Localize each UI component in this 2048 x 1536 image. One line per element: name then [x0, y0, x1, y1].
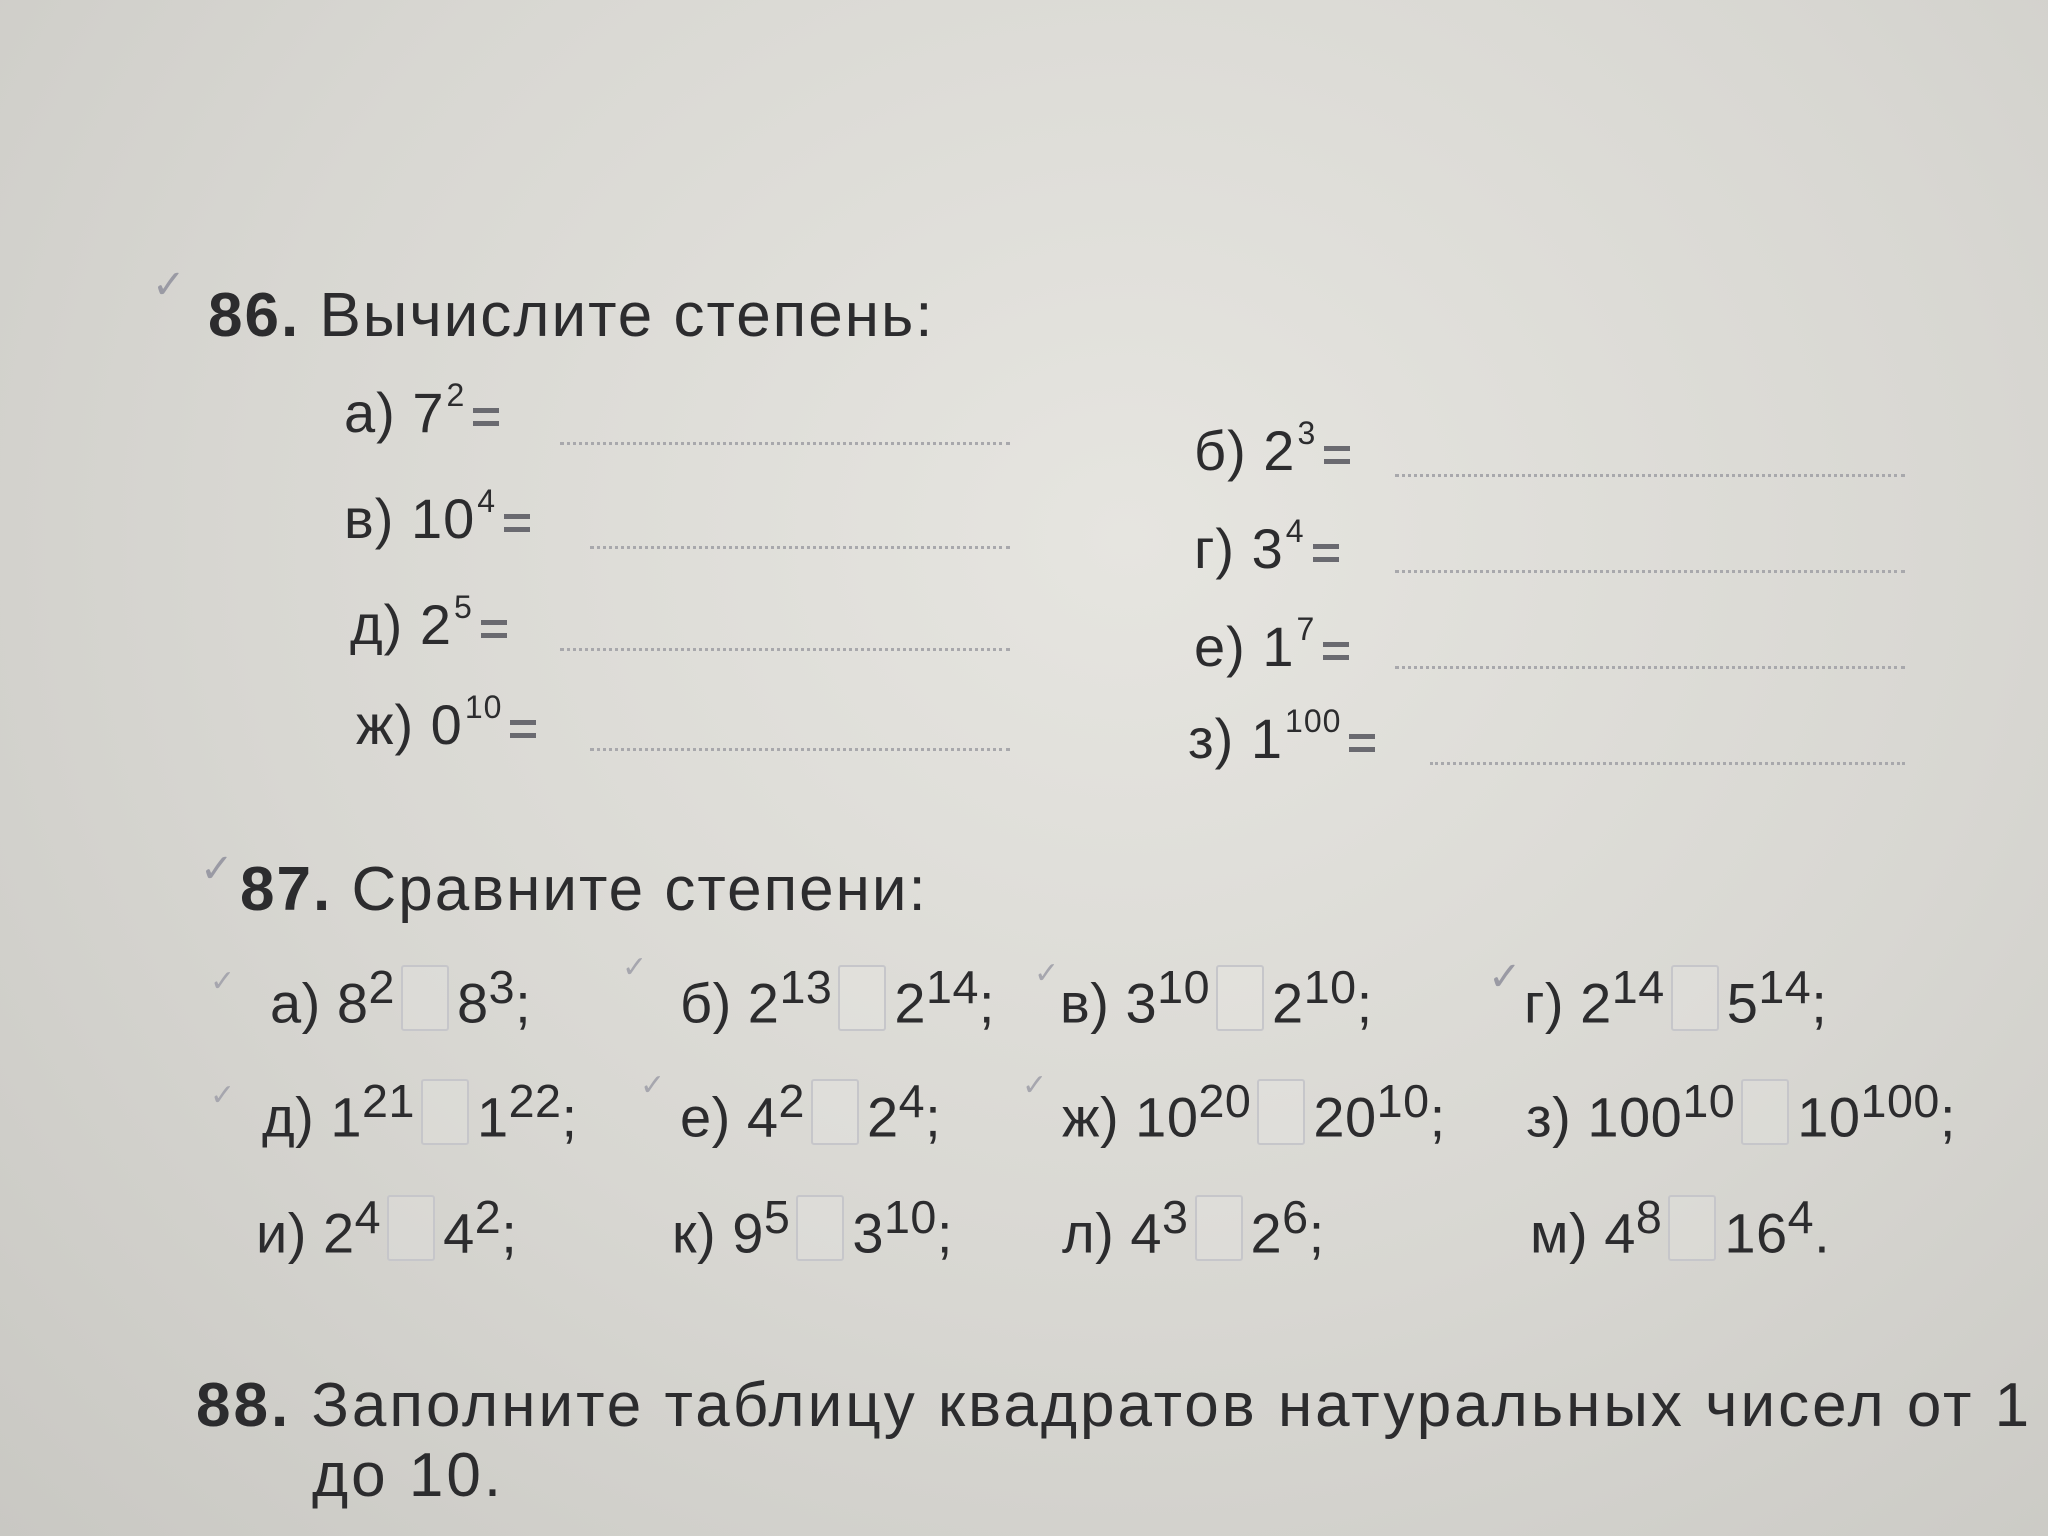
compare-box[interactable] — [1741, 1079, 1789, 1145]
compare-box[interactable] — [1195, 1195, 1243, 1261]
equals-sign — [1313, 544, 1339, 562]
exercise-title: Вычислите степень: — [319, 281, 935, 350]
ex86-item-g: г) $3^4$ — [1194, 516, 1339, 581]
compare-box[interactable] — [421, 1079, 469, 1145]
ex87-item-l: л) $4^3$ $2^6$; — [1062, 1191, 1325, 1265]
answer-line[interactable] — [1395, 474, 1905, 477]
equals-sign — [1324, 446, 1350, 464]
answer-line[interactable] — [1430, 762, 1905, 765]
pencil-check-icon: ✓ — [200, 846, 234, 892]
exercise-number: 88. — [196, 1371, 292, 1440]
answer-line[interactable] — [1395, 570, 1905, 573]
exercise-text-line2: до 10. — [312, 1441, 505, 1510]
compare-box[interactable] — [811, 1079, 859, 1145]
ex87-item-zh: ж) $10^{20}$ $20^{10}$; — [1062, 1075, 1446, 1149]
ex87-item-g: г) $2^{14}$ $5^{14}$; — [1524, 961, 1828, 1035]
compare-box[interactable] — [1668, 1195, 1716, 1261]
exercise-text-line1: Заполните таблицу квадратов натуральных чисел от 1 — [311, 1371, 2033, 1440]
pencil-check-icon: ✓ — [152, 262, 186, 308]
compare-box[interactable] — [1257, 1079, 1305, 1145]
exercise-title: Сравните степени: — [351, 855, 928, 924]
answer-line[interactable] — [590, 748, 1010, 751]
equals-sign — [481, 620, 507, 638]
answer-line[interactable] — [560, 648, 1010, 651]
ex86-item-v: в) $10^4$ — [344, 486, 530, 551]
ex87-item-b: б) $2^{13}$ $2^{14}$; — [680, 961, 995, 1035]
compare-box[interactable] — [838, 965, 886, 1031]
answer-line[interactable] — [590, 546, 1010, 549]
pencil-check-icon: ✓ — [1022, 1068, 1048, 1103]
answer-line[interactable] — [560, 442, 1010, 445]
ex87-item-d: д) $1^{21}$ $1^{22}$; — [262, 1075, 578, 1149]
ex87-item-k: к) $9^5$ $3^{10}$; — [672, 1191, 953, 1265]
exercise-number: 87. — [240, 855, 333, 924]
equals-sign — [504, 514, 530, 532]
exercise-88-heading — [196, 1370, 2032, 1441]
equals-sign — [473, 408, 499, 426]
ex86-item-e: е) $1^7$ — [1194, 614, 1349, 679]
ex87-item-m: м) $4^8$ $16^4$. — [1530, 1191, 1831, 1265]
exercise-86-heading — [208, 280, 935, 351]
ex86-item-d: д) $2^5$ — [350, 592, 507, 657]
ex87-item-e: е) $4^2$ $2^4$; — [680, 1075, 942, 1149]
equals-sign — [510, 720, 536, 738]
pencil-check-icon: ✓ — [622, 950, 648, 985]
ex87-item-z: з) $100^{10}$ $10^{100}$; — [1526, 1075, 1956, 1149]
pencil-check-icon: ✓ — [1034, 956, 1060, 991]
compare-box[interactable] — [387, 1195, 435, 1261]
answer-line[interactable] — [1395, 666, 1905, 669]
pencil-check-icon: ✓ — [1488, 954, 1522, 1000]
ex87-item-v: в) $3^{10}$ $2^{10}$; — [1060, 961, 1373, 1035]
pencil-check-icon: ✓ — [640, 1068, 666, 1103]
compare-box[interactable] — [401, 965, 449, 1031]
compare-box[interactable] — [1671, 965, 1719, 1031]
ex86-item-a: а) $7^2$ — [344, 380, 499, 445]
ex86-item-z: з) $1^{100}$ — [1188, 706, 1375, 771]
equals-sign — [1349, 734, 1375, 752]
compare-box[interactable] — [796, 1195, 844, 1261]
compare-box[interactable] — [1216, 965, 1264, 1031]
exercise-number: 86. — [208, 281, 301, 350]
equals-sign — [1323, 642, 1349, 660]
pencil-check-icon: ✓ — [210, 1078, 236, 1113]
exercise-87-heading — [240, 854, 928, 925]
ex87-item-i: и) $2^4$ $4^2$; — [256, 1191, 518, 1265]
ex86-item-zh: ж) $0^{10}$ — [356, 692, 536, 757]
ex87-item-a: а) $8^2$ $8^3$; — [270, 961, 532, 1035]
ex86-item-b: б) $2^3$ — [1194, 418, 1350, 483]
pencil-check-icon: ✓ — [210, 964, 236, 999]
